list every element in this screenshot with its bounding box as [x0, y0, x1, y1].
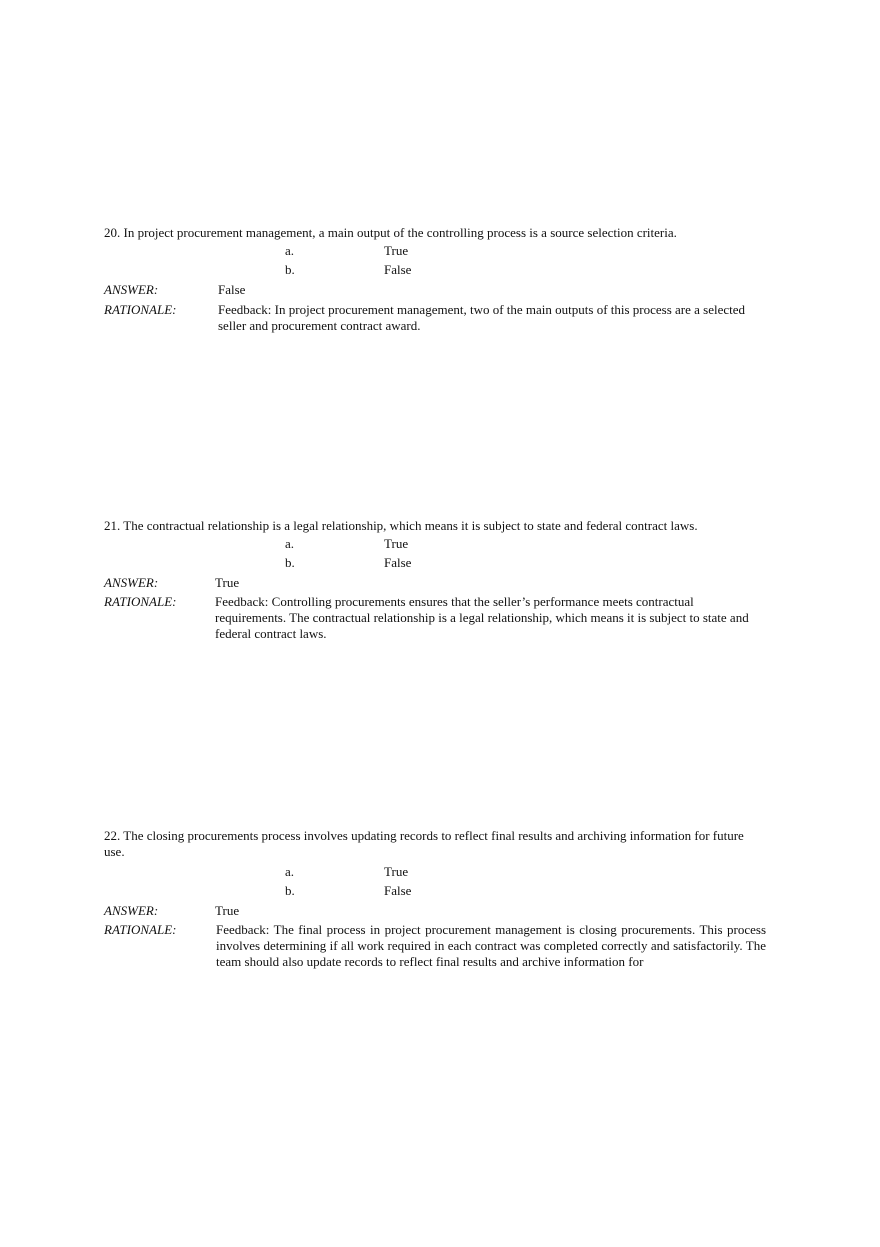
option-text: False — [384, 883, 412, 898]
answer-row — [104, 575, 776, 591]
option-letter: a. — [285, 243, 295, 258]
question-22 — [104, 828, 776, 970]
rationale-label: RATIONALE: — [104, 594, 177, 609]
option-text: True — [384, 536, 409, 551]
option-a — [104, 534, 776, 553]
answer-row — [104, 282, 776, 298]
option-letter: a. — [285, 864, 295, 879]
question-text — [104, 828, 776, 860]
rationale-text: Feedback: Controlling procurements ensures that the seller’s performance meets contractual requirements. The contractual relationship is a legal relationship, which means it is subject to state and federal contract laws. — [215, 594, 749, 641]
answer-value: True — [215, 575, 240, 590]
rationale-label: RATIONALE: — [104, 302, 177, 317]
question-number: 22. — [104, 828, 121, 843]
option-a — [104, 241, 776, 260]
question-stem: The contractual relationship is a legal relationship, which means it is subject to state and federal contract laws. — [123, 518, 698, 533]
option-letter: b. — [285, 883, 295, 898]
option-text: True — [384, 243, 409, 258]
question-20 — [104, 225, 776, 334]
question-stem: The closing procurements process involves updating records to reflect final results and archiving information for future use. — [104, 828, 744, 859]
answer-label: ANSWER: — [104, 903, 159, 918]
option-b — [104, 260, 776, 279]
answer-value: True — [215, 903, 240, 918]
rationale-row — [104, 302, 776, 334]
option-text: False — [384, 555, 412, 570]
answer-label: ANSWER: — [104, 282, 159, 297]
option-letter: b. — [285, 262, 295, 277]
answer-value: False — [218, 282, 246, 297]
question-text — [104, 518, 776, 534]
rationale-label: RATIONALE: — [104, 922, 177, 937]
question-stem: In project procurement management, a main output of the controlling process is a source selection criteria. — [123, 225, 677, 240]
option-b — [104, 881, 776, 900]
option-b — [104, 553, 776, 572]
option-letter: b. — [285, 555, 295, 570]
question-number: 20. — [104, 225, 121, 240]
option-text: True — [384, 864, 409, 879]
rationale-row — [104, 594, 776, 642]
option-letter: a. — [285, 536, 295, 551]
rationale-text: Feedback: In project procurement management, two of the main outputs of this process are a selected seller and procurement contract award. — [218, 302, 746, 333]
question-text — [104, 225, 776, 241]
question-number: 21. — [104, 518, 121, 533]
question-21 — [104, 518, 776, 642]
answer-row — [104, 903, 776, 919]
rationale-text: Feedback: The final process in project procurement management is closing procurements. This process involves determining if all work required in each contract was completed correctly and satisfactorily. The team should also update records to reflect final results and archive information for — [216, 922, 766, 969]
option-text: False — [384, 262, 412, 277]
rationale-row — [104, 922, 776, 970]
option-a — [104, 862, 776, 881]
answer-label: ANSWER: — [104, 575, 159, 590]
